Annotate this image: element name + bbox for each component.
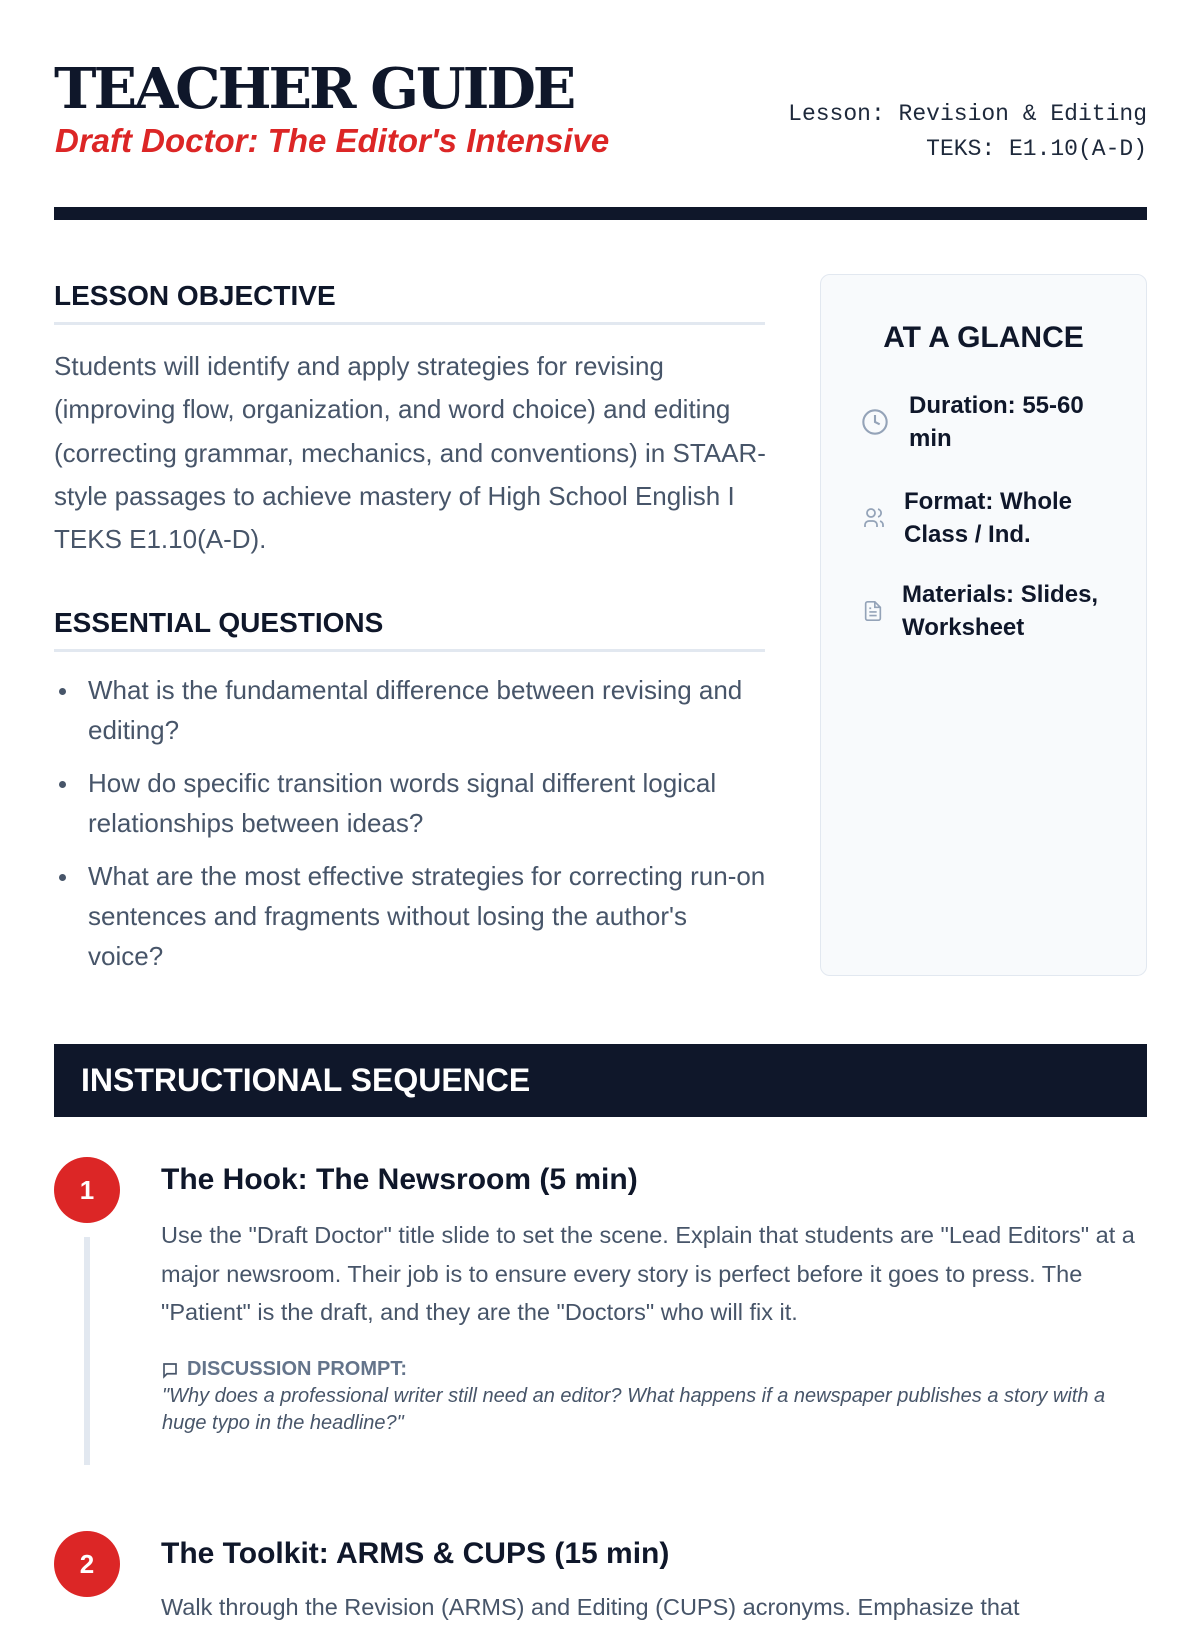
discussion-prompt-label: [161, 1358, 407, 1381]
users-icon: [862, 506, 886, 530]
question-item: What is the fundamental difference between revising and editing?: [54, 670, 769, 750]
glance-item: Materials: Slides, Worksheet: [902, 581, 1099, 641]
step-number-badge: 1: [54, 1157, 120, 1223]
glance-heading: AT A GLANCE: [883, 321, 1084, 354]
document-icon: [862, 599, 884, 623]
clock-icon: [861, 408, 889, 436]
step-timeline-line: [84, 1237, 90, 1465]
objective-text: Students will identify and apply strategies for revising (improving flow, organization, and word choice) and editing (correcting grammar, mechanics, and conventions) in STAAR-style passages to achieve mastery of High School English I TEKS E1.10(A-D).: [54, 351, 766, 555]
lesson-subtitle: Draft Doctor: The Editor's Intensive: [55, 122, 610, 159]
discussion-prompt-text: "Why does a professional writer still need an editor? What happens if a newspaper publishes a story with a huge typo in the headline?": [162, 1385, 1106, 1434]
teks-code: TEKS: E1.10(A-D): [926, 136, 1147, 162]
step-title: The Toolkit: ARMS & CUPS (15 min): [161, 1537, 670, 1570]
lesson-name: Lesson: Revision & Editing: [788, 101, 1147, 127]
sequence-heading: INSTRUCTIONAL SEQUENCE: [54, 1044, 1147, 1117]
question-item: What are the most effective strategies for correcting run-on sentences and fragments without losing the author's voice?: [54, 856, 769, 976]
chat-icon: [161, 1361, 179, 1379]
questions-heading: ESSENTIAL QUESTIONS: [54, 607, 765, 652]
step-body: Use the "Draft Doctor" title slide to set the scene. Explain that students are "Lead Editors" at a major newsroom. Their job is to ensure every story is perfect before it goes to press. The "Patient" is the draft, and they are the "Doctors" who will fix it.: [161, 1222, 1135, 1325]
step-body: Walk through the Revision (ARMS) and Editing (CUPS) acronyms. Emphasize that: [161, 1594, 1020, 1620]
objective-heading: LESSON OBJECTIVE: [54, 280, 765, 325]
step-title: The Hook: The Newsroom (5 min): [161, 1163, 638, 1196]
question-item: How do specific transition words signal different logical relationships between ideas?: [54, 763, 769, 843]
glance-item: Format: Whole Class / Ind.: [904, 488, 1072, 548]
at-a-glance-card: [820, 274, 1147, 976]
questions-list: [54, 670, 769, 989]
page-title: TEACHER GUIDE: [54, 56, 574, 122]
prompt-label-text: DISCUSSION PROMPT:: [187, 1358, 408, 1380]
glance-item: Duration: 55-60 min: [909, 392, 1084, 452]
step-number-badge: 2: [54, 1531, 120, 1597]
header-divider: [54, 207, 1147, 220]
